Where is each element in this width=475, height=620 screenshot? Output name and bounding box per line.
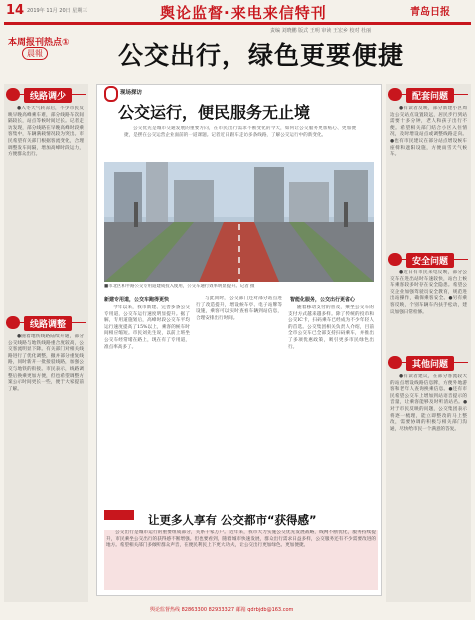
photo-caption: ■市北区和平路公交专用道建成投入使用，公交车通行效率明显提升。记者 摄 <box>104 284 255 289</box>
section-header-right-2: 安全问题 <box>388 253 468 266</box>
weekly-hotspot-stamp <box>8 31 92 61</box>
page-headline: 公交出行，绿色更要便捷 <box>118 41 405 70</box>
right-body-3: ●有读者建议，在部分客流较大的站点增设线路信息牌，方便外地游客和老年人查询换乘信息。●还有市民希望公交车上增加到站语音提示的音量，让乘客能够及时听清站名。●对于市民反映的问题，公交集团表示将逐一梳理，能立即整改的马上整改，需要协调的积极与相关部门沟通，尽快给市民一个满意的答复。 <box>390 374 467 432</box>
masthead-rule <box>4 22 471 25</box>
section-header-right-3: 其他问题 <box>388 356 468 369</box>
feature-body-b: 与此同时，公交部门还对部分站点进行了改造提升，增设候车亭、电子站牌等设施，乘客可以实时查看车辆到站信息，合理安排出行时间。 <box>196 296 282 321</box>
page-number: 14 <box>6 3 25 18</box>
feature-subhead-2: 智能化服务，公交出行更省心 <box>290 297 356 303</box>
right-body-2: ●近日有市民来电反映，部分公交车在进出站时车速较快，站台上候车乘客较多时存在安全隐患。希望公交企业加强驾驶员安全教育，规范进出站操作，确保乘客安全。●另有乘客反映，个别车辆车内扶手松动，建议加强日常检修。 <box>390 270 467 315</box>
editor-line: 责编 刘晓鹏 版式 王明 审读 王宏乡 校对 杜丽 <box>270 28 372 34</box>
reporter-note-title: 让更多人享有 公交都市“获得感” <box>148 513 317 527</box>
left-body-2: ●随着地铁线路陆续开通，部分公交线路与地铁线路重合度较高，公交客流明显下降。有关部门对相关线路进行了优化调整，撤并部分重复线路，同时新开一批接驳线路，加强公交与地铁的衔接。市民表示，线路调整后换乘更加方便，但也希望调整方案公示时间更长一些，便于大家提前了解。 <box>8 334 84 392</box>
bus-icon <box>6 88 20 101</box>
feature-title: 公交运行，便民服务无止境 <box>118 103 311 122</box>
feature-body-c: 随着移动支付的普及，乘坐公交车的支付方式越来越多样。除了传统的投币和公交IC卡，扫码乘车已经成为不少年轻人的首选。公交集团相关负责人介绍，目前全市公交车已全部支持扫码乘车，并推出了多项优惠政策，吸引更多市民绿色出行。 <box>288 305 374 350</box>
feature-subhead-1: 新建专用道，公交车跑得更快 <box>104 297 170 303</box>
hotline-footer: 舆论监督热线 82863300 82933327 邮箱 qdrbjdb@163.com <box>150 607 294 613</box>
section-header-left-2: 线路调整 <box>6 316 86 329</box>
newspaper-logo: 青岛日报 <box>410 7 450 18</box>
stamp-title: 本周报刊热点① <box>8 38 70 48</box>
feature-photo <box>104 162 374 282</box>
dateline: 2019年 11月 20日 星期三 <box>27 8 88 14</box>
street-photo-illustration <box>104 162 374 282</box>
feature-tag: 现场探访 <box>120 90 143 96</box>
stamp-seal: 晨報 <box>22 47 48 60</box>
reporter-note-tag: 记者手记 <box>104 510 134 520</box>
route-icon <box>6 316 20 329</box>
feature-body-a: 今年以来，我市新建、完善多条公交专用道，公交车运行速度明显提升。据了解，专用道施划后，高峰时段公交车平均运行速度提高了15%以上，乘客的候车时间相应缩短。市民刘先生说，以前上班坐公交车经常堵在路上，现在有了专用道，准点率高多了。 <box>104 305 190 350</box>
right-body-1: ●有读者反映，部分新建小区周边公交站点设置较远，居民步行到站需要十多分钟，老人和孩子出行不便。希望相关部门结合小区入住情况，及时增设站点或调整线路走向。●也有市民建议在部分站点增设候车座椅和遮阳设施，方便雨雪天气候车。 <box>390 106 467 158</box>
facility-icon <box>388 88 402 101</box>
left-body-1: ●入冬天气转凉后，不少市民反映早晚高峰乘车难，部分线路车次间隔较长，站点等候时间过长。记者走访发现，部分线路在早晚高峰时段乘客集中，车辆满载情况较为突出。市民希望有关部门根据客流变化，合理调整发车间隔，增加高峰时段运力，方便群众出行。 <box>8 106 84 158</box>
pin-icon <box>104 86 118 102</box>
other-icon <box>388 356 402 369</box>
feature-lead: 公交优先是城市交通发展的重要方向，在市民出行需求不断变化的今天，如何让公交服务更加贴心、更加便捷，是摆在公交运营企业面前的一道课题。记者近日跟车走访多条线路，了解公交运行中的新变化。 <box>124 126 356 138</box>
section-header-left-1: 线路调少 <box>6 88 86 101</box>
section-header-right-1: 配套问题 <box>388 88 468 101</box>
reporter-note-body: 公交出行是城市运行的重要组成部分，关系千家万户。近年来，我市大力实施公交优先发展战略，线网不断优化，服务持续提升，市民乘坐公交出行的获得感不断增强。但也要看到，随着城市快速发展，群众出行需求日益多样，公交服务还有不少需要改进的地方。希望相关部门多倾听群众声音，在便民利民上下更大功夫，让公交出行更加绿色、更加便捷。 <box>104 530 378 590</box>
section-banner: 舆论监督·来电来信特刊 <box>160 4 327 22</box>
safety-icon <box>388 253 402 266</box>
